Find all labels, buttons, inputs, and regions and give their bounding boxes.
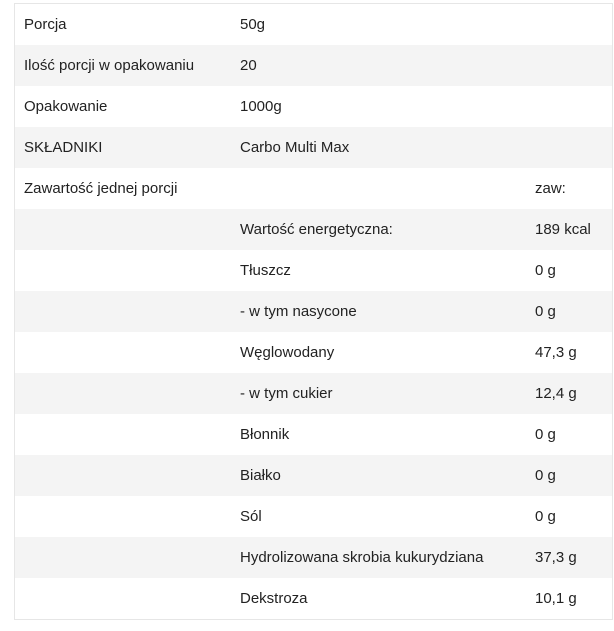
table-row-sugar xyxy=(15,373,612,414)
table-row-carbohydrates xyxy=(15,332,612,373)
table-row-protein xyxy=(15,455,612,496)
row-amount: 0 g xyxy=(535,426,556,443)
table-row-package xyxy=(15,86,612,127)
row-label: Porcja xyxy=(24,16,67,33)
row-value: Sól xyxy=(240,508,262,525)
row-value: Tłuszcz xyxy=(240,262,291,279)
row-label: Opakowanie xyxy=(24,98,108,115)
row-amount: 0 g xyxy=(535,467,556,484)
row-value: Dekstroza xyxy=(240,590,308,607)
table-row-fiber xyxy=(15,414,612,455)
row-label: Ilość porcji w opakowaniu xyxy=(24,57,195,74)
row-amount: 0 g xyxy=(535,262,556,279)
row-value: Białko xyxy=(240,467,281,484)
row-value: - w tym cukier xyxy=(240,385,333,402)
row-label: Zawartość jednej porcji xyxy=(24,180,178,197)
table-row-serving xyxy=(15,4,612,45)
row-amount: 10,1 g xyxy=(535,590,577,607)
row-value: Wartość energetyczna: xyxy=(240,221,393,238)
row-value: - w tym nasycone xyxy=(240,303,357,320)
nutrition-table xyxy=(14,3,613,620)
table-row-salt xyxy=(15,496,612,537)
table-row-fat xyxy=(15,250,612,291)
row-value: 1000g xyxy=(240,98,282,115)
row-value: 20 xyxy=(240,57,257,74)
row-value: Węglowodany xyxy=(240,344,335,361)
row-value: Carbo Multi Max xyxy=(240,139,350,156)
row-value: Hydrolizowana skrobia kukurydziana xyxy=(240,549,484,566)
table-row-dextrose xyxy=(15,578,612,619)
row-amount: 37,3 g xyxy=(535,549,577,566)
row-value: Błonnik xyxy=(240,426,290,443)
table-row-energy xyxy=(15,209,612,250)
row-amount: 12,4 g xyxy=(535,385,577,402)
table-row-ingredients xyxy=(15,127,612,168)
table-row-hydrolyzed-starch xyxy=(15,537,612,578)
row-amount: 189 kcal xyxy=(535,221,591,238)
row-amount: zaw: xyxy=(535,180,566,197)
row-amount: 0 g xyxy=(535,508,556,525)
row-value: 50g xyxy=(240,16,266,33)
row-amount: 47,3 g xyxy=(535,344,577,361)
table-row-saturated-fat xyxy=(15,291,612,332)
table-row-servings-per-pack xyxy=(15,45,612,86)
row-label: SKŁADNIKI xyxy=(24,139,103,156)
table-row-per-serving-header xyxy=(15,168,612,209)
row-amount: 0 g xyxy=(535,303,556,320)
